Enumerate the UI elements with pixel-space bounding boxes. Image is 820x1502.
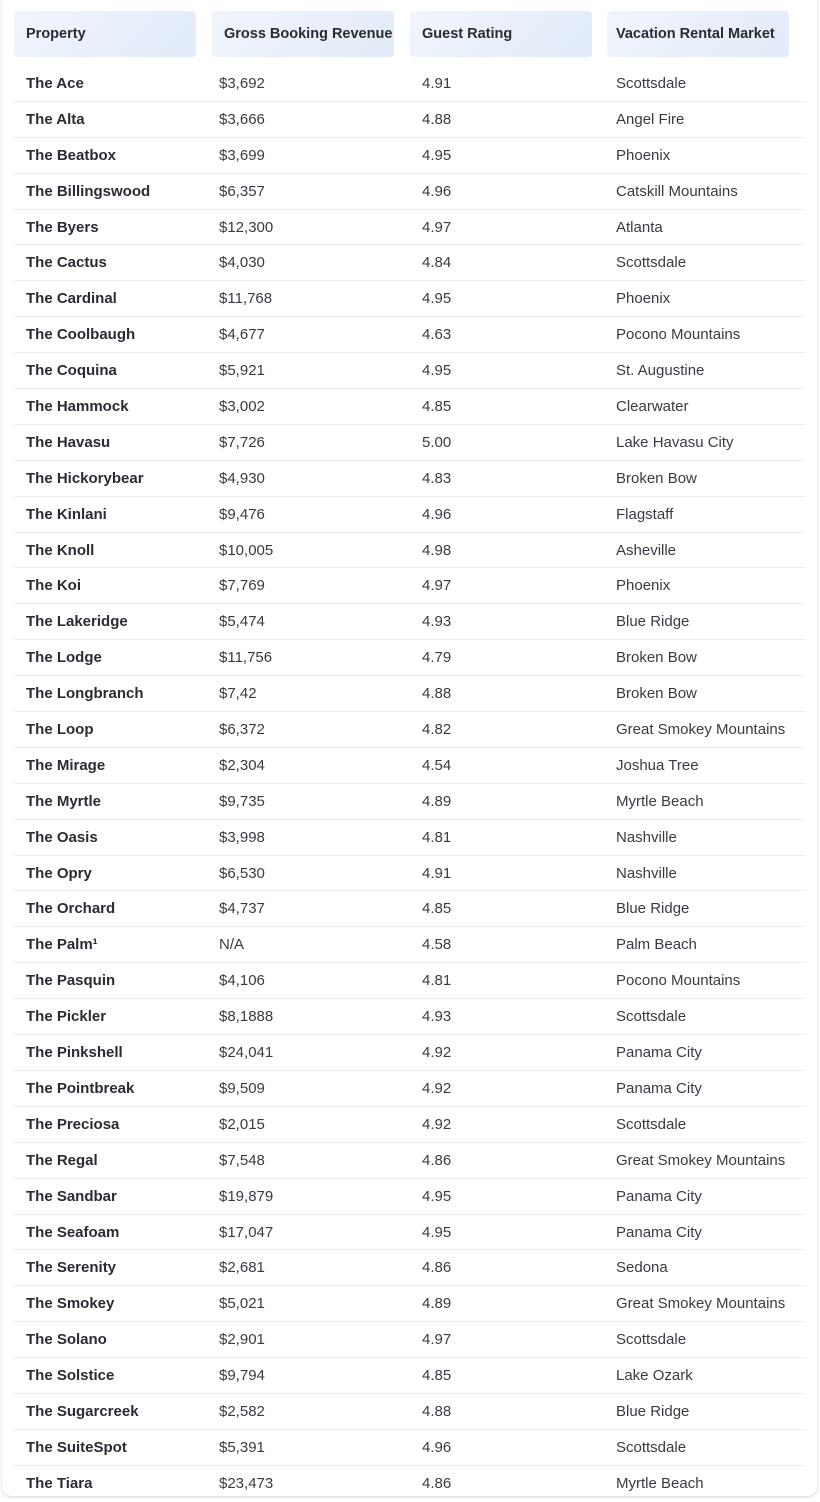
cell-guest-rating: 4.89 (422, 792, 452, 810)
cell-gross-booking-revenue: $3,666 (219, 110, 265, 128)
table-row (14, 1322, 805, 1358)
cell-property: The Hickorybear (26, 469, 144, 487)
cell-guest-rating: 4.79 (422, 649, 452, 667)
cell-guest-rating: 4.96 (422, 1438, 452, 1456)
cell-guest-rating: 4.88 (422, 1402, 452, 1420)
cell-property: The Regal (26, 1151, 98, 1169)
table-row (14, 102, 805, 138)
cell-guest-rating: 4.85 (422, 900, 452, 918)
table-row (14, 640, 805, 676)
table-row (14, 1286, 805, 1322)
cell-property: The Pasquin (26, 972, 116, 990)
cell-gross-booking-revenue: $7,548 (219, 1151, 265, 1169)
cell-guest-rating: 4.85 (422, 1367, 452, 1385)
cell-property: The Ace (26, 75, 84, 92)
cell-guest-rating: 4.95 (422, 362, 452, 380)
cell-guest-rating: 4.92 (422, 1115, 452, 1133)
cell-guest-rating: 4.86 (422, 1474, 452, 1492)
cell-vacation-rental-market: Catskill Mountains (616, 182, 738, 200)
cell-vacation-rental-market: Great Smokey Mountains (616, 721, 786, 739)
cell-vacation-rental-market: Scottsdale (616, 75, 687, 92)
table-row (14, 748, 805, 784)
cell-property: The Billingswood (26, 182, 151, 200)
cell-vacation-rental-market: Sedona (616, 1259, 668, 1277)
cell-guest-rating: 4.97 (422, 1331, 452, 1349)
cell-gross-booking-revenue: $5,021 (219, 1295, 265, 1313)
table-row (14, 317, 805, 353)
cell-gross-booking-revenue: $9,794 (219, 1367, 265, 1385)
table-row (14, 1250, 805, 1286)
cell-gross-booking-revenue: $4,737 (219, 900, 265, 918)
cell-vacation-rental-market: Great Smokey Mountains (616, 1151, 786, 1169)
table-row (14, 1215, 805, 1251)
cell-gross-booking-revenue: $4,106 (219, 972, 265, 990)
cell-property: The Cactus (26, 254, 107, 272)
cell-gross-booking-revenue: N/A (219, 936, 245, 954)
cell-gross-booking-revenue: $17,047 (219, 1223, 274, 1241)
cell-guest-rating: 4.95 (422, 146, 452, 164)
cell-property: The Sandbar (26, 1187, 117, 1205)
cell-vacation-rental-market: Pocono Mountains (616, 972, 741, 990)
cell-vacation-rental-market: Scottsdale (616, 1331, 687, 1349)
cell-guest-rating: 4.98 (422, 541, 452, 559)
column-header-vacation-rental-market[interactable]: Vacation Rental Market (607, 11, 789, 57)
cell-gross-booking-revenue: $3,002 (219, 398, 265, 416)
cell-gross-booking-revenue: $9,509 (219, 1079, 265, 1097)
cell-gross-booking-revenue: $9,735 (219, 792, 265, 810)
table-row (14, 174, 805, 210)
cell-gross-booking-revenue: $2,304 (219, 756, 265, 774)
cell-guest-rating: 4.95 (422, 290, 452, 308)
cell-gross-booking-revenue: $5,391 (219, 1438, 265, 1456)
table-row (14, 676, 805, 712)
cell-guest-rating: 4.58 (422, 936, 452, 954)
cell-gross-booking-revenue: $5,921 (219, 362, 265, 380)
cell-vacation-rental-market: Phoenix (616, 146, 671, 164)
cell-vacation-rental-market: Lake Ozark (616, 1367, 693, 1385)
cell-vacation-rental-market: Palm Beach (616, 936, 697, 954)
cell-gross-booking-revenue: $4,030 (219, 254, 265, 272)
cell-vacation-rental-market: St. Augustine (616, 362, 705, 380)
cell-guest-rating: 4.63 (422, 326, 452, 344)
column-header-gross-booking-revenue[interactable]: Gross Booking Revenue (212, 11, 394, 57)
cell-property: The Myrtle (26, 792, 102, 810)
cell-property: The Pointbreak (26, 1079, 135, 1097)
cell-vacation-rental-market: Phoenix (616, 577, 671, 595)
cell-guest-rating: 4.95 (422, 1187, 452, 1205)
cell-property: The Smokey (26, 1295, 115, 1313)
cell-property: The Longbranch (26, 685, 144, 703)
column-header-property[interactable]: Property (14, 11, 196, 57)
table-row (14, 784, 805, 820)
cell-vacation-rental-market: Nashville (616, 828, 677, 846)
table-row (14, 1466, 805, 1502)
table-row (14, 1143, 805, 1179)
table-row (14, 963, 805, 999)
table-header (2, 11, 817, 57)
table-row (14, 1107, 805, 1143)
cell-property: The Preciosa (26, 1115, 120, 1133)
table-row (14, 66, 805, 102)
table-row (14, 1179, 805, 1215)
cell-vacation-rental-market: Lake Havasu City (616, 433, 734, 451)
cell-vacation-rental-market: Blue Ridge (616, 900, 690, 918)
cell-property: The Seafoam (26, 1223, 120, 1241)
table-row (14, 1071, 805, 1107)
table-row (14, 353, 805, 389)
cell-vacation-rental-market: Clearwater (616, 398, 689, 416)
cell-vacation-rental-market: Asheville (616, 541, 677, 559)
cell-guest-rating: 4.92 (422, 1079, 452, 1097)
cell-property: The Solstice (26, 1367, 115, 1385)
cell-property: The Solano (26, 1331, 107, 1349)
table-card (2, 0, 817, 1496)
cell-vacation-rental-market: Scottsdale (616, 1438, 687, 1456)
cell-vacation-rental-market: Joshua Tree (616, 756, 699, 774)
cell-vacation-rental-market: Atlanta (616, 218, 663, 236)
cell-gross-booking-revenue: $7,726 (219, 433, 265, 451)
cell-guest-rating: 4.93 (422, 1008, 452, 1026)
cell-vacation-rental-market: Panama City (616, 1044, 702, 1062)
cell-gross-booking-revenue: $3,692 (219, 75, 265, 92)
table-row (14, 138, 805, 174)
cell-vacation-rental-market: Flagstaff (616, 505, 674, 523)
cell-property: The Coolbaugh (26, 326, 136, 344)
cell-property: The Lakeridge (26, 613, 128, 631)
cell-gross-booking-revenue: $19,879 (219, 1187, 274, 1205)
cell-gross-booking-revenue: $11,756 (219, 649, 273, 667)
cell-vacation-rental-market: Broken Bow (616, 649, 697, 667)
cell-vacation-rental-market: Great Smokey Mountains (616, 1295, 786, 1313)
cell-guest-rating: 4.54 (422, 756, 452, 774)
table-row (14, 1394, 805, 1430)
cell-guest-rating: 4.81 (422, 972, 452, 990)
cell-property: The Pickler (26, 1008, 107, 1026)
cell-guest-rating: 4.84 (422, 254, 452, 272)
cell-gross-booking-revenue: $9,476 (219, 505, 265, 523)
cell-property: The Kinlani (26, 505, 107, 523)
cell-property: The Serenity (26, 1259, 117, 1277)
cell-property: The Orchard (26, 900, 116, 918)
cell-guest-rating: 4.88 (422, 110, 452, 128)
table-row (14, 927, 805, 963)
cell-property: The Oasis (26, 828, 98, 846)
cell-guest-rating: 4.96 (422, 182, 452, 200)
cell-property: The Beatbox (26, 146, 117, 164)
cell-vacation-rental-market: Panama City (616, 1187, 702, 1205)
cell-gross-booking-revenue: $10,005 (219, 541, 274, 559)
table-row (14, 856, 805, 892)
cell-vacation-rental-market: Broken Bow (616, 469, 697, 487)
cell-gross-booking-revenue: $6,530 (219, 864, 265, 882)
table-row (14, 568, 805, 604)
cell-guest-rating: 4.82 (422, 721, 452, 739)
cell-guest-rating: 4.89 (422, 1295, 452, 1313)
cell-vacation-rental-market: Pocono Mountains (616, 326, 741, 344)
cell-vacation-rental-market: Nashville (616, 864, 677, 882)
cell-guest-rating: 4.92 (422, 1044, 452, 1062)
cell-property: The Lodge (26, 649, 102, 667)
cell-gross-booking-revenue: $2,582 (219, 1402, 265, 1420)
cell-gross-booking-revenue: $6,357 (219, 182, 265, 200)
cell-gross-booking-revenue: $2,901 (219, 1331, 265, 1349)
cell-guest-rating: 4.97 (422, 577, 452, 595)
table-row (14, 245, 805, 281)
cell-guest-rating: 5.00 (422, 433, 452, 451)
cell-vacation-rental-market: Panama City (616, 1079, 702, 1097)
cell-gross-booking-revenue: $5,474 (219, 613, 265, 631)
cell-property: The Opry (26, 864, 92, 882)
table-row (14, 461, 805, 497)
table-row (14, 820, 805, 856)
table-row (14, 533, 805, 569)
cell-guest-rating: 4.93 (422, 613, 452, 631)
cell-gross-booking-revenue: $23,473 (219, 1474, 274, 1492)
table-row (14, 210, 805, 246)
cell-vacation-rental-market: Myrtle Beach (616, 1474, 704, 1492)
cell-property: The Mirage (26, 756, 106, 774)
table-row (14, 999, 805, 1035)
table-body (2, 66, 817, 1502)
cell-guest-rating: 4.83 (422, 469, 452, 487)
cell-property: The Coquina (26, 362, 117, 380)
table-row (14, 891, 805, 927)
cell-gross-booking-revenue: $24,041 (219, 1044, 274, 1062)
cell-guest-rating: 4.88 (422, 685, 452, 703)
cell-vacation-rental-market: Blue Ridge (616, 1402, 690, 1420)
table-row (14, 497, 805, 533)
cell-gross-booking-revenue: $3,699 (219, 146, 265, 164)
cell-gross-booking-revenue: $3,998 (219, 828, 265, 846)
table-row (14, 712, 805, 748)
cell-gross-booking-revenue: $11,768 (219, 290, 273, 308)
cell-gross-booking-revenue: $2,681 (219, 1259, 265, 1277)
cell-guest-rating: 4.95 (422, 1223, 452, 1241)
cell-gross-booking-revenue: $6,372 (219, 721, 265, 739)
cell-property: The Hammock (26, 398, 129, 416)
cell-guest-rating: 4.91 (422, 75, 452, 92)
cell-vacation-rental-market: Panama City (616, 1223, 702, 1241)
cell-property: The Palm¹ (26, 936, 98, 954)
table-row (14, 1035, 805, 1071)
cell-vacation-rental-market: Angel Fire (616, 110, 685, 128)
cell-property: The Koi (26, 577, 81, 595)
cell-gross-booking-revenue: $4,677 (219, 326, 265, 344)
table-row (14, 389, 805, 425)
cell-gross-booking-revenue: $8,1888 (219, 1008, 274, 1026)
cell-guest-rating: 4.85 (422, 398, 452, 416)
cell-guest-rating: 4.91 (422, 864, 452, 882)
table-row (14, 604, 805, 640)
cell-property: The Sugarcreek (26, 1402, 139, 1420)
cell-guest-rating: 4.86 (422, 1259, 452, 1277)
cell-property: The Loop (26, 721, 94, 739)
cell-gross-booking-revenue: $2,015 (219, 1115, 265, 1133)
cell-property: The Tiara (26, 1474, 93, 1492)
cell-vacation-rental-market: Scottsdale (616, 254, 687, 272)
cell-property: The Knoll (26, 541, 95, 559)
cell-property: The Byers (26, 218, 99, 236)
table-row (14, 1430, 805, 1466)
cell-vacation-rental-market: Scottsdale (616, 1008, 687, 1026)
table-row (14, 425, 805, 461)
cell-gross-booking-revenue: $7,42 (219, 685, 257, 703)
cell-guest-rating: 4.86 (422, 1151, 452, 1169)
cell-vacation-rental-market: Phoenix (616, 290, 671, 308)
cell-property: The SuiteSpot (26, 1438, 127, 1456)
cell-gross-booking-revenue: $7,769 (219, 577, 265, 595)
cell-guest-rating: 4.97 (422, 218, 452, 236)
column-header-guest-rating[interactable]: Guest Rating (410, 11, 592, 57)
cell-property: The Havasu (26, 433, 111, 451)
cell-vacation-rental-market: Scottsdale (616, 1115, 687, 1133)
cell-vacation-rental-market: Myrtle Beach (616, 792, 704, 810)
cell-property: The Cardinal (26, 290, 117, 308)
cell-property: The Alta (26, 110, 85, 128)
cell-guest-rating: 4.96 (422, 505, 452, 523)
cell-guest-rating: 4.81 (422, 828, 452, 846)
cell-vacation-rental-market: Broken Bow (616, 685, 697, 703)
cell-gross-booking-revenue: $12,300 (219, 218, 274, 236)
cell-property: The Pinkshell (26, 1044, 123, 1062)
cell-vacation-rental-market: Blue Ridge (616, 613, 690, 631)
table-row (14, 1358, 805, 1394)
table-row (14, 281, 805, 317)
cell-gross-booking-revenue: $4,930 (219, 469, 265, 487)
